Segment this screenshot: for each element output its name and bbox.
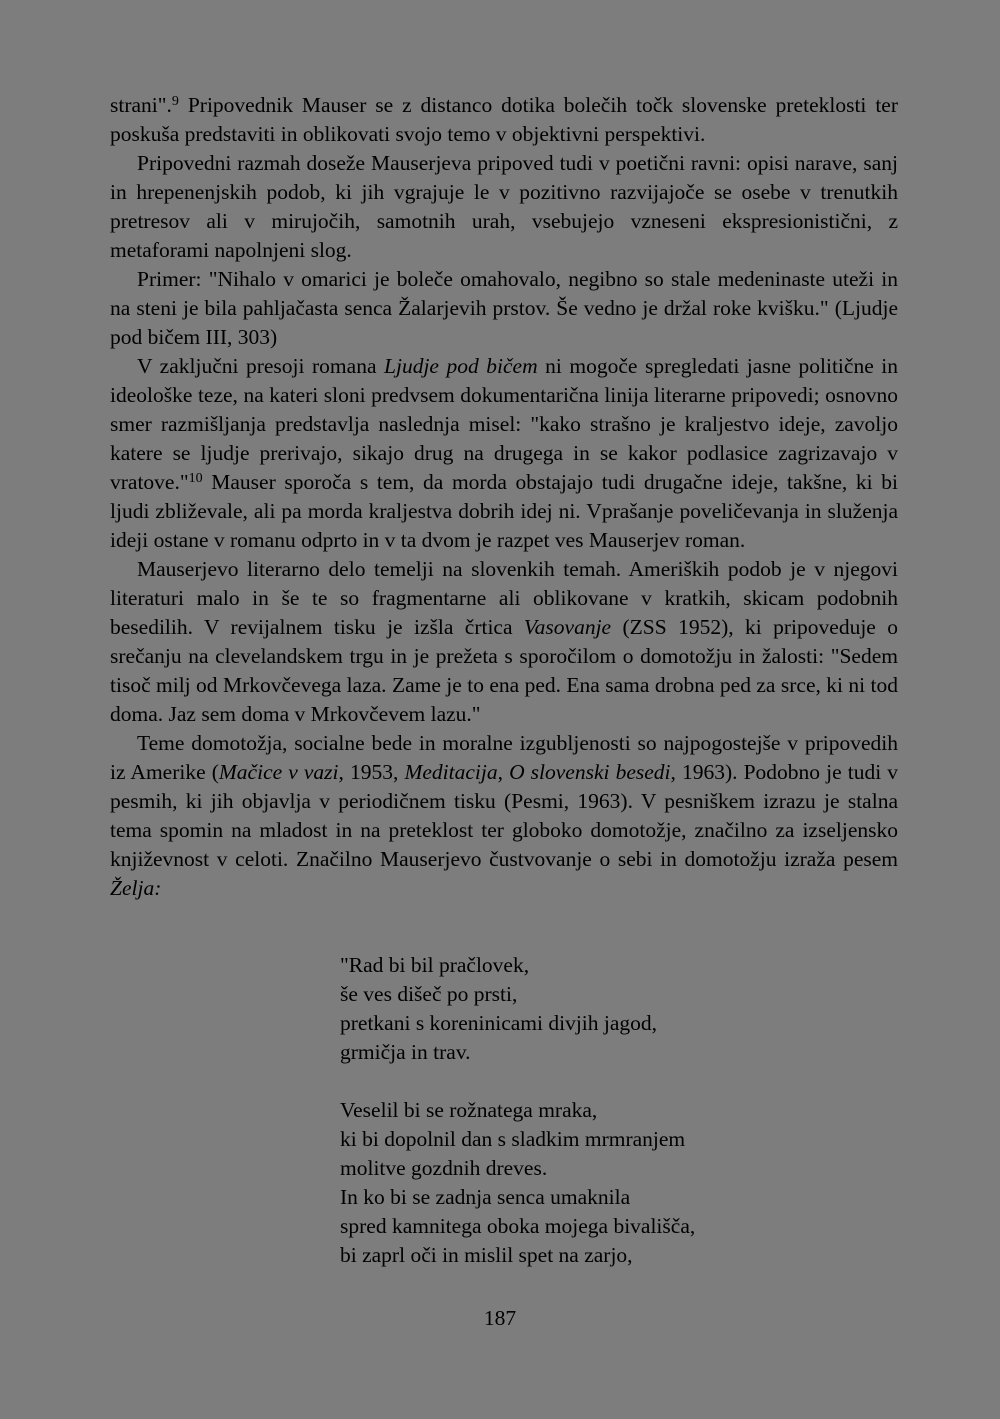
- work-title: Vasovanje: [523, 615, 612, 639]
- paragraph-5: Mauserjevo literarno delo temelji na slovenkih temah. Ameriških podob je v njegovi literaturi malo in še te so fragmentarne ali oblikovane v kratkih, skicam podobnih besedilih. V revijalnem tisku je izšla črtica Vasovanje (ZSS 1952), ki pripoveduje o srečanju na clevelandskem trgu in je prežeta s sporočilom o domotožju in žalosti: "Sedem tisoč milj od Mrkovčevega laza. Zame je to ena ped. Ena sama drobna ped za srce, ki ni tod doma. Jaz sem doma v Mrkovčevem lazu.": [110, 557, 898, 726]
- poem-line: molitve gozdnih dreves.: [340, 1156, 548, 1180]
- poem-title: Želja:: [110, 876, 162, 900]
- work-title: Mačice v vazi: [218, 760, 339, 784]
- poem-line: bi zaprl oči in mislil spet na zarjo,: [340, 1243, 633, 1267]
- poem-stanza-2: [340, 1096, 860, 1270]
- poem-line: spred kamnitega oboka mojega bivališča,: [340, 1214, 696, 1238]
- poem-line: grmičja in trav.: [340, 1040, 471, 1064]
- footnote-marker-10: 10: [188, 471, 203, 486]
- paragraph-4: V zaključni presoji romana Ljudje pod bičem ni mogoče spregledati jasne politične in ideološke teze, na kateri sloni predvsem dokumentarična linija literarne pripovedi; osnovno smer razmišljanja predstavlja naslednja misel: "kako strašno je kraljestvo ideje, zavoljo katere se ljudje prerivajo, sikajo drug na drugega in se kakor podlasice zagrizavajo v vratove."$^{10}$ Mauser sporoča s tem, da morda obstajajo tudi drugačne ideje, takšne, ki bi ljudi zbliževale, ali pa morda kraljestva dobrih idej ni. Vprašanje poveličevanja in služenja ideji ostane v romanu odprto in v ta dvom je razpet ves Mauserjev roman.: [110, 354, 898, 552]
- poem-line: In ko bi se zadnja senca umaknila: [340, 1185, 631, 1209]
- poem-line: "Rad bi bil pračlovek,: [340, 953, 530, 977]
- poem-stanza-1: [340, 951, 860, 1067]
- footnote-marker-9: 9: [171, 94, 179, 109]
- poem-line: Veselil bi se rožnatega mraka,: [340, 1098, 598, 1122]
- poem: [340, 951, 860, 1299]
- paragraph-6: Teme domotožja, socialne bede in moralne izgubljenosti so najpogostejše v pripovedih iz Amerike (Mačice v vazi, 1953, Meditacija, O slovenski besedi, 1963). Podobno je tudi v pesmih, ki jih objavlja v periodičnem tisku (Pesmi, 1963). V pesniškem izrazu je stalna tema spomin na mladost in na preteklost ter globoko domotožje, značilno za izseljensko književnost v celoti. Značilno Mauserjevo čustvovanje o sebi in domotožju izraža pesem Želja:: [110, 731, 899, 900]
- body-text: [110, 91, 898, 903]
- work-title: O slovenski besedi: [509, 760, 671, 784]
- poem-line: ki bi dopolnil dan s sladkim mrmranjem: [340, 1127, 686, 1151]
- book-title: Ljudje pod bičem: [384, 354, 538, 378]
- paragraph-3: Primer: "Nihalo v omarici je boleče omahovalo, negibno so stale medeninaste uteži in na steni je bila pahljačasta senca Žalarjevih prstov. Še vedno je držal roke kvišku." (Ljudje pod bičem III, 303): [110, 267, 898, 349]
- page-number: 187: [483, 1306, 517, 1330]
- paragraph-1: strani".$^9$ Pripovednik Mauser se z distanco dotika bolečih točk slovenske preteklosti ter poskuša predstaviti in oblikovati svojo temo v objektivni perspektivi.: [110, 93, 898, 146]
- poem-line: še ves dišeč po prsti,: [340, 982, 518, 1006]
- paragraph-2: Pripovedni razmah doseže Mauserjeva pripoved tudi v poetični ravni: opisi narave, sanj in hrepenenjskih podob, ki jih vgrajuje le v pozitivno razvijajoče se osebe v trenutkih pretresov ali v mirujočih, samotnih urah, vsebujejo vzneseni ekspresionistični, z metaforami napolnjeni slog.: [110, 151, 898, 262]
- poem-line: pretkani s koreninicami divjih jagod,: [340, 1011, 658, 1035]
- work-title: Meditacija: [404, 760, 498, 784]
